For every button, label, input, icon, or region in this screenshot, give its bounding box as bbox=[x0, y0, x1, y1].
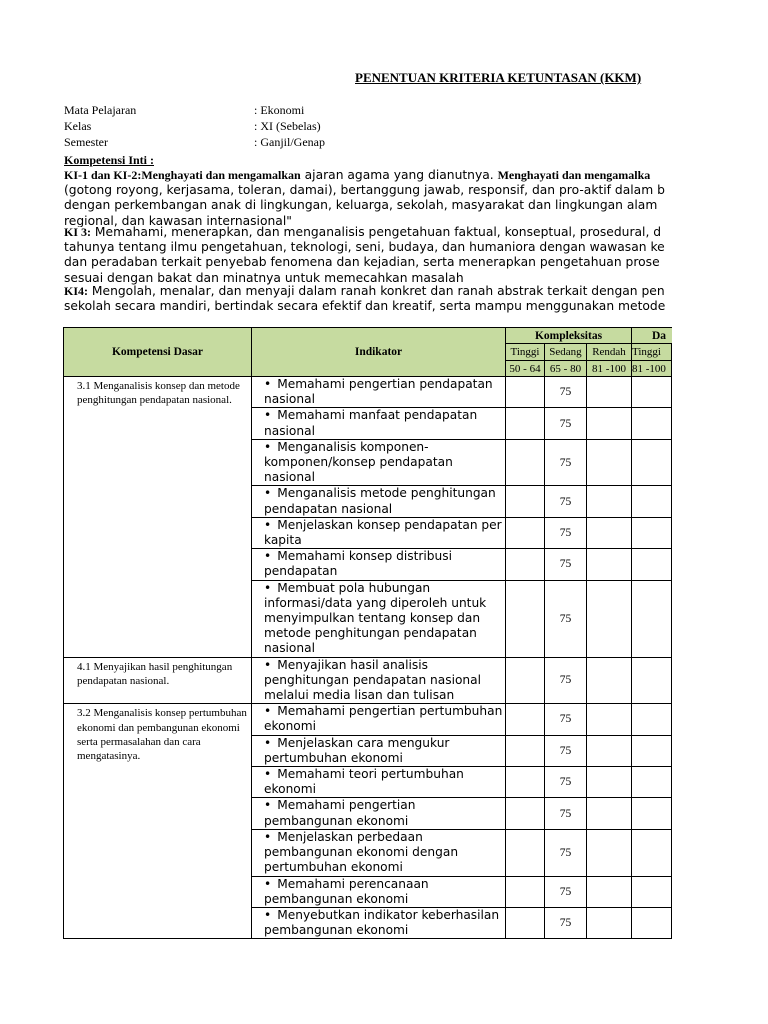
bullet-icon: • bbox=[264, 704, 272, 719]
indikator-cell bbox=[252, 580, 506, 657]
meta-value: : XI (Sebelas) bbox=[254, 119, 321, 133]
empty-cell bbox=[632, 829, 672, 876]
indikator-text: Menganalisis metode penghitungan pendapatan nasional bbox=[264, 486, 496, 516]
header-kompetensi-dasar: Kompetensi Dasar bbox=[64, 328, 252, 377]
empty-cell bbox=[506, 408, 545, 439]
ki12-line: regional, dan kawasan internasional" bbox=[64, 213, 292, 227]
bullet-icon: • bbox=[264, 377, 272, 391]
bullet-icon: • bbox=[264, 767, 272, 782]
empty-cell bbox=[506, 549, 545, 580]
bullet-icon: • bbox=[264, 829, 272, 844]
indikator-text: Memahami teori pertumbuhan ekonomi bbox=[264, 767, 464, 797]
meta-label: Mata Pelajaran bbox=[64, 103, 137, 117]
empty-cell bbox=[632, 580, 672, 657]
kkm-value-cell: 75 bbox=[545, 408, 587, 439]
header-indikator: Indikator bbox=[252, 328, 506, 377]
empty-cell bbox=[506, 657, 545, 704]
bullet-icon: • bbox=[264, 549, 272, 564]
kkm-value-cell: 75 bbox=[545, 735, 587, 766]
ki4-line: sekolah secara mandiri, bertindak secara efektif dan kreatif, serta mampu menggunakan metode bbox=[64, 299, 666, 314]
ki12-line: (gotong royong, kerjasama, toleran, damai), bertanggung jawab, responsif, dan pro-aktif dalam b bbox=[64, 183, 665, 198]
ki4-line: Mengolah, menalar, dan menyaji dalam ranah konkret dan ranah abstrak terkait dengan pen bbox=[88, 284, 665, 298]
kkm-value-cell: 75 bbox=[545, 580, 587, 657]
indikator-cell bbox=[252, 767, 506, 798]
empty-cell bbox=[632, 735, 672, 766]
empty-cell bbox=[632, 767, 672, 798]
indikator-cell bbox=[252, 798, 506, 829]
kkm-value-cell: 75 bbox=[545, 549, 587, 580]
empty-cell bbox=[632, 704, 672, 735]
ki3-line: dan peradaban terkait penyebab fenomena dan kejadian, serta menerapkan pengetahuan prose bbox=[64, 255, 660, 270]
header-range: 65 - 80 bbox=[545, 361, 587, 377]
kkm-table-body bbox=[64, 377, 752, 939]
indikator-cell bbox=[252, 517, 506, 548]
header-rendah: Rendah bbox=[587, 344, 632, 361]
indikator-cell bbox=[252, 549, 506, 580]
indikator-text: Menjelaskan cara mengukur pertumbuhan ekonomi bbox=[264, 735, 450, 765]
kkm-value-cell: 75 bbox=[545, 439, 587, 486]
ki12-text-a: ajaran agama yang dianutnya. bbox=[300, 168, 498, 182]
indikator-cell bbox=[252, 486, 506, 517]
meta-row-kelas bbox=[64, 119, 321, 134]
kkm-value-cell: 75 bbox=[545, 377, 587, 408]
bullet-icon: • bbox=[264, 439, 272, 454]
indikator-text: Menganalisis komponen-komponen/konsep pendapatan nasional bbox=[264, 439, 453, 485]
document-title: PENENTUAN KRITERIA KETUNTASAN (KKM) bbox=[355, 70, 642, 85]
ki12-bold-b: Menghayati dan mengamalka bbox=[497, 168, 651, 182]
empty-cell bbox=[587, 829, 632, 876]
kkm-value-cell: 75 bbox=[545, 517, 587, 548]
empty-cell bbox=[587, 549, 632, 580]
kompetensi-inti-heading: Kompetensi Inti : bbox=[64, 153, 154, 167]
empty-cell bbox=[632, 876, 672, 907]
kkm-value-cell: 75 bbox=[545, 829, 587, 876]
ki-3-paragraph bbox=[64, 225, 672, 285]
kkm-value-cell: 75 bbox=[545, 704, 587, 735]
meta-row-semester bbox=[64, 135, 325, 150]
indikator-text: Memahami perencanaan pembangunan ekonomi bbox=[264, 876, 429, 906]
header-range: 81 -100 bbox=[632, 361, 672, 377]
indikator-text: Membuat pola hubungan informasi/data yang diperoleh untuk menyimpulkan tentang konsep dan metode penghitungan pendapatan nasional bbox=[264, 580, 487, 656]
empty-cell bbox=[587, 704, 632, 735]
empty-cell bbox=[506, 876, 545, 907]
bullet-icon: • bbox=[264, 408, 272, 423]
indikator-text: Memahami konsep distribusi pendapatan bbox=[264, 549, 452, 579]
indikator-text: Memahami manfaat pendapatan nasional bbox=[264, 408, 478, 438]
kompetensi-dasar-cell: 3.1 Menganalisis konsep dan metode penghitungan pendapatan nasional. bbox=[64, 377, 252, 658]
empty-cell bbox=[587, 580, 632, 657]
kkm-value-cell: 75 bbox=[545, 876, 587, 907]
indikator-cell bbox=[252, 377, 506, 408]
empty-cell bbox=[587, 876, 632, 907]
empty-cell bbox=[587, 767, 632, 798]
empty-cell bbox=[587, 735, 632, 766]
empty-cell bbox=[587, 486, 632, 517]
empty-cell bbox=[506, 704, 545, 735]
table-row bbox=[64, 377, 752, 408]
empty-cell bbox=[587, 907, 632, 938]
ki3-line: Memahami, menerapkan, dan menganalisis pengetahuan faktual, konseptual, prosedural, d bbox=[91, 225, 662, 239]
header-range: 81 -100 bbox=[587, 361, 632, 377]
kkm-value-cell: 75 bbox=[545, 907, 587, 938]
empty-cell bbox=[506, 517, 545, 548]
empty-cell bbox=[587, 798, 632, 829]
empty-cell bbox=[506, 829, 545, 876]
bullet-icon: • bbox=[264, 517, 272, 532]
meta-row-mata-pelajaran bbox=[64, 103, 304, 118]
empty-cell bbox=[587, 439, 632, 486]
kkm-value-cell: 75 bbox=[545, 798, 587, 829]
indikator-text: Menyajikan hasil analisis penghitungan pendapatan nasional melalui media lisan dan tulisan bbox=[264, 657, 482, 703]
ki12-line: dengan perkembangan anak di lingkungan, keluarga, sekolah, masyarakat dan lingkungan alam bbox=[64, 198, 658, 213]
ki4-label: KI4: bbox=[64, 284, 88, 298]
empty-cell bbox=[632, 517, 672, 548]
empty-cell bbox=[632, 439, 672, 486]
empty-cell bbox=[632, 408, 672, 439]
indikator-cell bbox=[252, 657, 506, 704]
empty-cell bbox=[587, 377, 632, 408]
header-range: 50 - 64 bbox=[506, 361, 545, 377]
ki3-line: sesuai dengan bakat dan minatnya untuk memecahkan masalah bbox=[64, 270, 464, 285]
ki3-line: tahunya tentang ilmu pengetahuan, teknologi, seni, budaya, dan humaniora dengan wawasan ke bbox=[64, 240, 665, 255]
empty-cell bbox=[632, 486, 672, 517]
header-sedang: Sedang bbox=[545, 344, 587, 361]
indikator-cell bbox=[252, 907, 506, 938]
kkm-value-cell: 75 bbox=[545, 486, 587, 517]
ki3-label: KI 3: bbox=[64, 225, 91, 239]
header-kompleksitas: Kompleksitas bbox=[506, 328, 632, 344]
header-daya-dukung: Da bbox=[632, 328, 752, 344]
ki-1-2-paragraph bbox=[64, 168, 672, 227]
indikator-cell bbox=[252, 408, 506, 439]
bullet-icon: • bbox=[264, 907, 272, 922]
ki-4-paragraph bbox=[64, 284, 672, 316]
empty-cell bbox=[632, 377, 672, 408]
meta-value: : Ekonomi bbox=[254, 103, 305, 117]
meta-label: Kelas bbox=[64, 119, 92, 133]
empty-cell bbox=[632, 657, 672, 704]
kkm-table bbox=[63, 327, 752, 939]
kompetensi-dasar-cell: 3.2 Menganalisis konsep pertumbuhan ekonomi dan pembangunan ekonomi serta permasalahan dan cara mengatasinya. bbox=[64, 704, 252, 939]
empty-cell bbox=[632, 907, 672, 938]
empty-cell bbox=[587, 517, 632, 548]
indikator-text: Memahami pengertian pendapatan nasional bbox=[264, 377, 493, 407]
bullet-icon: • bbox=[264, 486, 272, 501]
indikator-text: Menyebutkan indikator keberhasilan pembangunan ekonomi bbox=[264, 907, 500, 938]
header-tinggi-2: Tinggi bbox=[632, 344, 672, 361]
indikator-text: Menjelaskan konsep pendapatan per kapita bbox=[264, 517, 502, 548]
indikator-cell bbox=[252, 876, 506, 907]
indikator-cell bbox=[252, 439, 506, 486]
kkm-value-cell: 75 bbox=[545, 657, 587, 704]
ki12-label: KI-1 dan KI-2: bbox=[64, 168, 142, 182]
indikator-text: Menjelaskan perbedaan pembangunan ekonomi dengan pertumbuhan ekonomi bbox=[264, 829, 459, 875]
empty-cell bbox=[587, 408, 632, 439]
empty-cell bbox=[632, 549, 672, 580]
indikator-cell bbox=[252, 735, 506, 766]
meta-label: Semester bbox=[64, 135, 108, 149]
bullet-icon: • bbox=[264, 735, 272, 750]
table-row bbox=[64, 704, 752, 735]
empty-cell bbox=[506, 735, 545, 766]
empty-cell bbox=[506, 486, 545, 517]
bullet-icon: • bbox=[264, 580, 272, 595]
empty-cell bbox=[506, 907, 545, 938]
kkm-value-cell: 75 bbox=[545, 767, 587, 798]
ki12-bold-a: Menghayati dan mengamalkan bbox=[141, 168, 301, 182]
header-tinggi: Tinggi bbox=[506, 344, 545, 361]
indikator-cell bbox=[252, 704, 506, 735]
empty-cell bbox=[506, 580, 545, 657]
kompetensi-dasar-cell: 4.1 Menyajikan hasil penghitungan pendapatan nasional. bbox=[64, 657, 252, 704]
empty-cell bbox=[506, 767, 545, 798]
bullet-icon: • bbox=[264, 798, 272, 813]
page-edge-clip bbox=[672, 300, 768, 1024]
table-row bbox=[64, 657, 752, 704]
indikator-cell bbox=[252, 829, 506, 876]
indikator-text: Memahami pengertian pertumbuhan ekonomi bbox=[264, 704, 503, 734]
bullet-icon: • bbox=[264, 876, 272, 891]
empty-cell bbox=[506, 377, 545, 408]
empty-cell bbox=[632, 798, 672, 829]
empty-cell bbox=[506, 439, 545, 486]
empty-cell bbox=[506, 798, 545, 829]
indikator-text: Memahami pengertian pembangunan ekonomi bbox=[264, 798, 416, 828]
bullet-icon: • bbox=[264, 657, 272, 672]
meta-value: : Ganjil/Genap bbox=[254, 135, 325, 149]
empty-cell bbox=[587, 657, 632, 704]
